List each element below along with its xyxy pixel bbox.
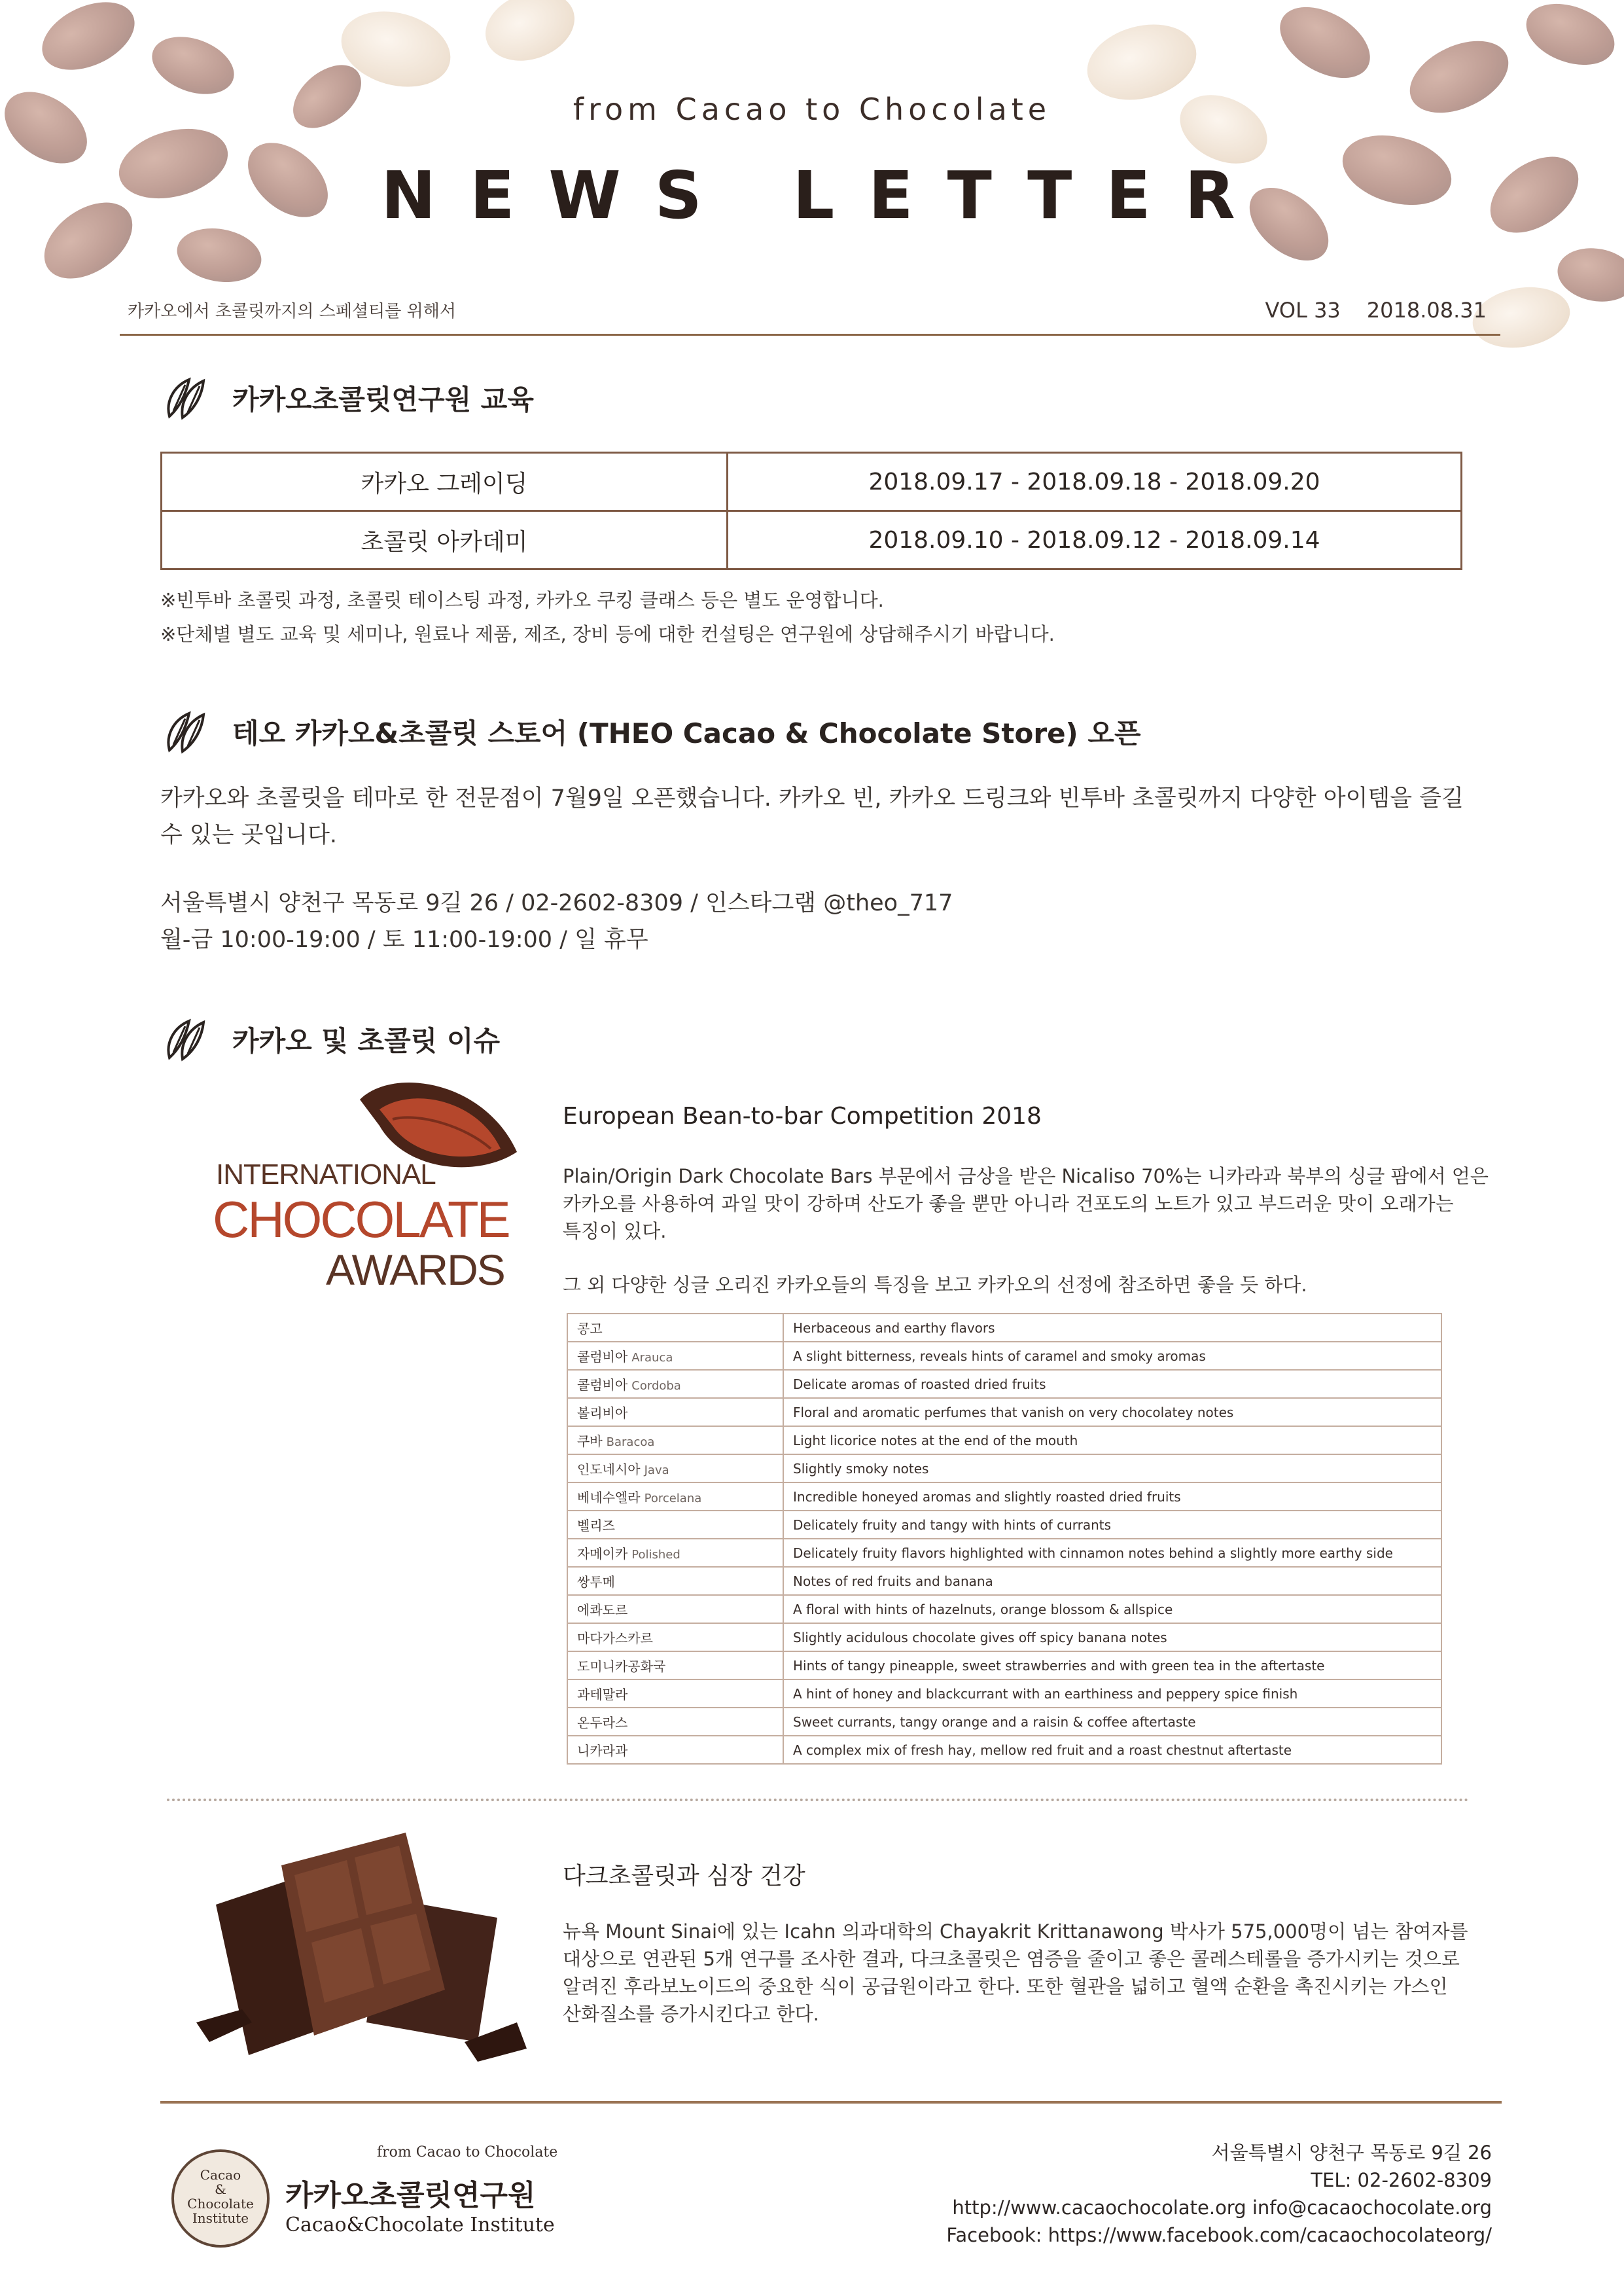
origin-country (567, 1342, 783, 1370)
article-paragraph-line: 특징이 있다. (563, 1220, 667, 1242)
issues-heading (160, 1013, 500, 1066)
origin-country (567, 1651, 783, 1679)
article-title: 다크초콜릿과 심장 건강 (563, 1863, 805, 1890)
badge-text: Cacao (200, 2167, 241, 2183)
header-rule (120, 334, 1500, 336)
table-row (567, 1426, 1441, 1454)
origin-flavor-note: Notes of red fruits and banana (783, 1567, 1441, 1595)
issue-date: 2018.08.31 (1366, 298, 1487, 323)
origin-country-name: 베네수엘라 (577, 1490, 641, 1505)
store-heading-text: 테오 카카오&초콜릿 스토어 (THEO Cacao & Chocolate Store) 오픈 (232, 717, 1141, 749)
table-row (567, 1651, 1441, 1679)
table-row (567, 1398, 1441, 1426)
origin-flavor-note: Herbaceous and earthy flavors (783, 1314, 1441, 1342)
issues-heading-text: 카카오 및 초콜릿 이슈 (232, 1025, 501, 1057)
origin-flavor-note: Slightly smoky notes (783, 1454, 1441, 1482)
origin-region: Java (644, 1463, 669, 1477)
origin-country (567, 1708, 783, 1736)
origin-country (567, 1398, 783, 1426)
article-paragraph-line: 산화질소를 증가시킨다고 한다. (563, 2003, 819, 2025)
origin-country-name: 콜럼비아 (577, 1349, 628, 1365)
cacao-pod-icon (160, 1013, 213, 1066)
origin-country (567, 1454, 783, 1482)
origin-flavor-note: A complex mix of fresh hay, mellow red fruit and a roast chestnut aftertaste (783, 1736, 1441, 1764)
section-divider (167, 1799, 1469, 1801)
footer-rule (160, 2101, 1502, 2104)
education-heading-text: 카카오초콜릿연구원 교육 (232, 384, 534, 416)
article-paragraph-line: 뉴욕 Mount Sinai에 있는 Icahn 의과대학의 Chayakrit Krittanawong 박사가 575,000명이 넘는 참여자를 (563, 1920, 1468, 1943)
course-name: 초콜릿 아카데미 (162, 511, 728, 569)
origin-country (567, 1370, 783, 1398)
origin-flavor-note: Incredible honeyed aromas and slightly roasted dried fruits (783, 1482, 1441, 1511)
origin-country-name: 볼리비아 (577, 1405, 628, 1421)
origin-country (567, 1511, 783, 1539)
article-paragraph-line: 그 외 다양한 싱글 오리진 카카오들의 특징을 보고 카카오의 선정에 참조하면 좋을 듯 하다. (563, 1274, 1307, 1296)
origin-country-name: 콩고 (577, 1321, 603, 1336)
origin-flavor-note: Light licorice notes at the end of the mouth (783, 1426, 1441, 1454)
origin-flavor-note: Hints of tangy pineapple, sweet strawberries and with green tea in the aftertaste (783, 1651, 1441, 1679)
table-row (162, 453, 1462, 511)
origin-flavor-note: Delicately fruity flavors highlighted with cinnamon notes behind a slightly more earthy side (783, 1539, 1441, 1567)
issue-info (1265, 298, 1487, 323)
origin-country (567, 1426, 783, 1454)
awards-logo-line1: INTERNATIONAL (216, 1158, 436, 1191)
footer-web[interactable]: http://www.cacaochocolate.org info@cacaochocolate.org (952, 2197, 1492, 2219)
cacao-pod-icon (160, 372, 213, 424)
article-paragraph-line: 카카오를 사용하여 과일 맛이 강하며 산도가 좋을 뿐만 아니라 건포도의 노트가 있고 부드러운 맛이 오래가는 (563, 1193, 1454, 1215)
table-row (567, 1567, 1441, 1595)
origin-region: Baracoa (606, 1435, 655, 1449)
origin-country (567, 1736, 783, 1764)
origin-flavor-note: Delicately fruity and tangy with hints of currants (783, 1511, 1441, 1539)
store-description-line: 수 있는 곳입니다. (160, 822, 338, 848)
education-schedule-table (160, 452, 1462, 570)
table-row (567, 1370, 1441, 1398)
origin-flavor-note: Slightly acidulous chocolate gives off spicy banana notes (783, 1623, 1441, 1651)
article-paragraph-line: 알려진 후라보노이드의 중요한 식이 공급원이라고 한다. 또한 혈관을 넓히고 혈액 순환을 촉진시키는 가스인 (563, 1975, 1448, 1998)
store-heading (160, 706, 1141, 758)
store-description-line: 카카오와 초콜릿을 테마로 한 전문점이 7월9일 오픈했습니다. 카카오 빈, 카카오 드링크와 빈투바 초콜릿까지 다양한 아이템을 즐길 (160, 785, 1464, 812)
table-row (567, 1679, 1441, 1708)
article-title: European Bean-to-bar Competition 2018 (563, 1103, 1042, 1130)
origin-region: Arauca (631, 1351, 673, 1365)
table-row (567, 1314, 1441, 1342)
institute-badge-logo (171, 2149, 270, 2248)
origin-country-name: 과테말라 (577, 1687, 628, 1702)
table-row (567, 1539, 1441, 1567)
footer-org-korean: 카카오초콜릿연구원 (285, 2179, 536, 2212)
origin-country (567, 1567, 783, 1595)
origin-flavor-note: A hint of honey and blackcurrant with an earthiness and peppery spice finish (783, 1679, 1441, 1708)
origin-country-name: 도미니카공화국 (577, 1659, 666, 1674)
table-row (567, 1708, 1441, 1736)
origin-country-name: 인도네시아 (577, 1462, 641, 1477)
volume-number: VOL 33 (1265, 298, 1341, 323)
table-row (567, 1454, 1441, 1482)
origin-country (567, 1595, 783, 1623)
header-subtitle: 카카오에서 초콜릿까지의 스페셜티를 위해서 (128, 302, 456, 321)
origin-country-name: 쌍투메 (577, 1574, 615, 1590)
origin-country-name: 콜럼비아 (577, 1377, 628, 1393)
table-row (567, 1511, 1441, 1539)
store-address: 서울특별시 양천구 목동로 9길 26 / 02-2602-8309 / 인스타그램 @theo_717 (160, 890, 953, 916)
origin-country (567, 1539, 783, 1567)
course-dates: 2018.09.17 - 2018.09.18 - 2018.09.20 (728, 453, 1462, 511)
education-note: ※단체별 별도 교육 및 세미나, 원료나 제품, 제조, 장비 등에 대한 컨설팅은 연구원에 상담해주시기 바랍니다. (160, 623, 1055, 645)
table-row (162, 511, 1462, 569)
table-row (567, 1623, 1441, 1651)
origin-region: Polished (631, 1548, 680, 1562)
cacao-origin-table (567, 1313, 1442, 1765)
article-paragraph-line: Plain/Origin Dark Chocolate Bars 부문에서 금상을 받은 Nicaliso 70%는 니카라과 북부의 싱글 팜에서 얻은 (563, 1165, 1489, 1187)
footer-address: 서울특별시 양천구 목동로 9길 26 (1211, 2142, 1492, 2164)
course-dates: 2018.09.10 - 2018.09.12 - 2018.09.14 (728, 511, 1462, 569)
origin-country-name: 자메이카 (577, 1546, 628, 1562)
dark-chocolate-image (190, 1826, 530, 2075)
origin-country (567, 1482, 783, 1511)
store-hours: 월-금 10:00-19:00 / 토 11:00-19:00 / 일 휴무 (160, 927, 648, 953)
badge-text: & (215, 2181, 226, 2197)
course-name: 카카오 그레이딩 (162, 453, 728, 511)
origin-country (567, 1623, 783, 1651)
education-note: ※빈투바 초콜릿 과정, 초콜릿 테이스팅 과정, 카카오 쿠킹 클래스 등은 별도 운영합니다. (160, 589, 884, 611)
origin-flavor-note: Sweet currants, tangy orange and a raisin & coffee aftertaste (783, 1708, 1441, 1736)
origin-flavor-note: Floral and aromatic perfumes that vanish on very chocolatey notes (783, 1398, 1441, 1426)
awards-logo-line3: AWARDS (326, 1246, 504, 1294)
badge-text: Institute (192, 2210, 249, 2226)
origin-country-name: 에콰도르 (577, 1602, 628, 1618)
origin-flavor-note: A slight bitterness, reveals hints of caramel and smoky aromas (783, 1342, 1441, 1370)
origin-region: Porcelana (644, 1492, 702, 1505)
origin-country-name: 쿠바 (577, 1433, 603, 1449)
table-row (567, 1736, 1441, 1764)
newsletter-title: NEWS LETTER (381, 157, 1269, 234)
education-heading (160, 372, 534, 424)
origin-country-name: 벨리즈 (577, 1518, 615, 1534)
footer-tagline: from Cacao to Chocolate (377, 2144, 558, 2161)
table-row (567, 1342, 1441, 1370)
badge-text: Chocolate (187, 2196, 254, 2212)
origin-country-name: 니카라과 (577, 1743, 628, 1759)
header-tagline: from Cacao to Chocolate (573, 92, 1051, 127)
table-row (567, 1482, 1441, 1511)
footer-facebook[interactable]: Facebook: https://www.facebook.com/cacaochocolateorg/ (946, 2224, 1492, 2246)
chocolate-awards-logo (209, 1073, 523, 1296)
origin-flavor-note: Delicate aromas of roasted dried fruits (783, 1370, 1441, 1398)
awards-logo-line2: CHOCOLATE (213, 1191, 509, 1248)
footer-tel: TEL: 02-2602-8309 (1311, 2169, 1492, 2191)
origin-country-name: 온두라스 (577, 1715, 628, 1731)
table-row (567, 1595, 1441, 1623)
origin-flavor-note: A floral with hints of hazelnuts, orange blossom & allspice (783, 1595, 1441, 1623)
footer-org-english: Cacao&Chocolate Institute (285, 2214, 555, 2236)
cacao-pod-icon (160, 706, 213, 758)
origin-country-name: 마다가스카르 (577, 1630, 653, 1646)
origin-region: Cordoba (631, 1379, 681, 1393)
origin-country (567, 1314, 783, 1342)
article-paragraph-line: 대상으로 연관된 5개 연구를 조사한 결과, 다크초콜릿은 염증을 줄이고 좋은 콜레스테롤을 증가시키는 것으로 (563, 1948, 1460, 1970)
origin-country (567, 1679, 783, 1708)
